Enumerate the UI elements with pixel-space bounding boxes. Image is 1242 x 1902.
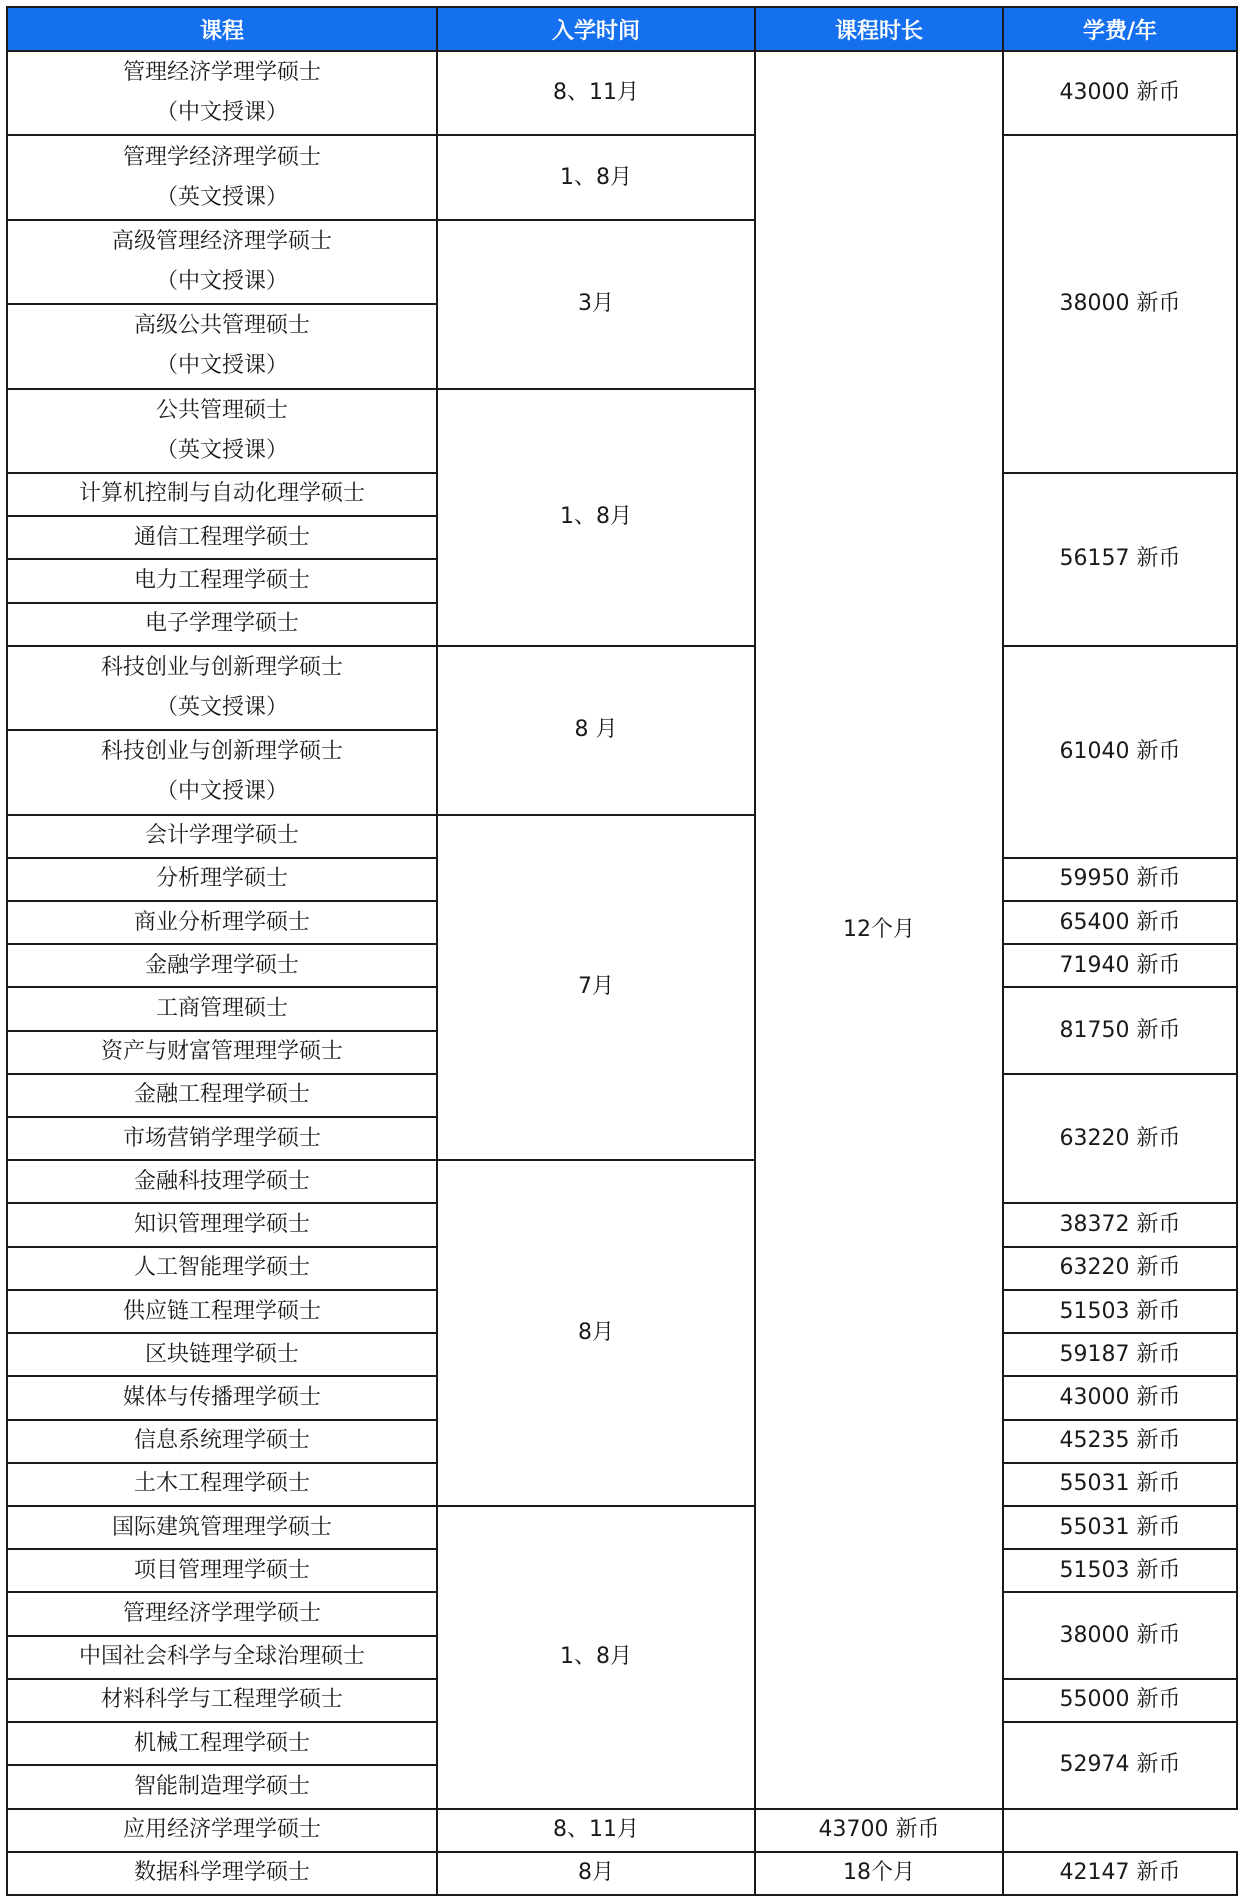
course-cell: 管理学经济理学硕士 （英文授课） [7,135,437,219]
header-fee: 学费/年 [1003,7,1237,51]
fee-cell: 65400 新币 [1003,901,1237,944]
course-cell: 金融学理学硕士 [7,944,437,987]
course-cell: 科技创业与创新理学硕士 （英文授课） [7,646,437,730]
course-cell: 智能制造理学硕士 [7,1765,437,1808]
course-cell: 金融工程理学硕士 [7,1074,437,1117]
table-row [7,135,1237,219]
intake-cell: 8 月 [437,646,755,815]
fee-cell: 38000 新币 [1003,135,1237,473]
fee-cell: 61040 新币 [1003,646,1237,858]
fee-cell: 38372 新币 [1003,1203,1237,1246]
intake-cell: 8月 [437,1160,755,1506]
course-cell: 高级公共管理硕士 （中文授课） [7,304,437,388]
header-row [7,7,1237,51]
fee-cell: 38000 新币 [1003,1592,1237,1678]
course-cell: 金融科技理学硕士 [7,1160,437,1203]
fee-cell: 59187 新币 [1003,1333,1237,1376]
fee-cell: 55031 新币 [1003,1506,1237,1549]
fee-cell: 55031 新币 [1003,1463,1237,1506]
course-cell: 知识管理理学硕士 [7,1203,437,1246]
fee-cell: 51503 新币 [1003,1290,1237,1333]
course-cell: 管理经济学理学硕士 （中文授课） [7,51,437,135]
intake-cell: 3月 [437,220,755,389]
course-cell: 公共管理硕士 （英文授课） [7,389,437,473]
course-cell: 高级管理经济理学硕士 （中文授课） [7,220,437,304]
fee-cell: 56157 新币 [1003,473,1237,646]
course-cell: 计算机控制与自动化理学硕士 [7,473,437,516]
course-cell: 科技创业与创新理学硕士 （中文授课） [7,730,437,814]
course-cell: 国际建筑管理理学硕士 [7,1506,437,1549]
course-cell: 数据科学理学硕士 [7,1852,437,1895]
course-cell: 工商管理硕士 [7,987,437,1030]
intake-cell: 8、11月 [437,1809,755,1852]
course-cell: 人工智能理学硕士 [7,1247,437,1290]
table-row [7,1506,1237,1549]
fee-cell: 45235 新币 [1003,1420,1237,1463]
course-cell: 会计学理学硕士 [7,815,437,858]
intake-cell: 7月 [437,815,755,1161]
course-cell: 信息系统理学硕士 [7,1420,437,1463]
fee-cell: 63220 新币 [1003,1074,1237,1204]
course-cell: 市场营销学理学硕士 [7,1117,437,1160]
program-table [6,6,1238,1896]
intake-cell: 1、8月 [437,1506,755,1809]
fee-cell: 42147 新币 [1003,1852,1237,1895]
fee-cell: 55000 新币 [1003,1679,1237,1722]
course-cell: 项目管理理学硕士 [7,1549,437,1592]
fee-cell: 43000 新币 [1003,1376,1237,1419]
table-row [7,51,1237,135]
course-cell: 土木工程理学硕士 [7,1463,437,1506]
course-cell: 区块链理学硕士 [7,1333,437,1376]
course-cell: 管理经济学理学硕士 [7,1592,437,1635]
header-duration: 课程时长 [755,7,1003,51]
duration-cell: 12个月 [755,51,1003,1809]
duration-cell: 18个月 [755,1852,1003,1895]
intake-cell: 8月 [437,1852,755,1895]
course-cell: 资产与财富管理理学硕士 [7,1031,437,1074]
course-cell: 分析理学硕士 [7,858,437,901]
fee-cell: 71940 新币 [1003,944,1237,987]
table-row [7,1852,1237,1895]
table-row [7,1809,1237,1852]
course-cell: 电力工程理学硕士 [7,559,437,602]
intake-cell: 8、11月 [437,51,755,135]
fee-cell: 81750 新币 [1003,987,1237,1073]
course-cell: 中国社会科学与全球治理硕士 [7,1636,437,1679]
header-course: 课程 [7,7,437,51]
course-cell: 电子学理学硕士 [7,603,437,646]
table-row [7,646,1237,730]
course-cell: 通信工程理学硕士 [7,516,437,559]
fee-cell: 63220 新币 [1003,1247,1237,1290]
intake-cell: 1、8月 [437,389,755,646]
fee-cell: 59950 新币 [1003,858,1237,901]
header-intake: 入学时间 [437,7,755,51]
fee-cell: 51503 新币 [1003,1549,1237,1592]
course-cell: 材料科学与工程理学硕士 [7,1679,437,1722]
course-cell: 商业分析理学硕士 [7,901,437,944]
program-table-container [6,6,1236,1896]
course-cell: 媒体与传播理学硕士 [7,1376,437,1419]
course-cell: 机械工程理学硕士 [7,1722,437,1765]
course-cell: 供应链工程理学硕士 [7,1290,437,1333]
intake-cell: 1、8月 [437,135,755,219]
fee-cell: 52974 新币 [1003,1722,1237,1808]
fee-cell: 43700 新币 [755,1809,1003,1852]
fee-cell: 43000 新币 [1003,51,1237,135]
course-cell: 应用经济学理学硕士 [7,1809,437,1852]
